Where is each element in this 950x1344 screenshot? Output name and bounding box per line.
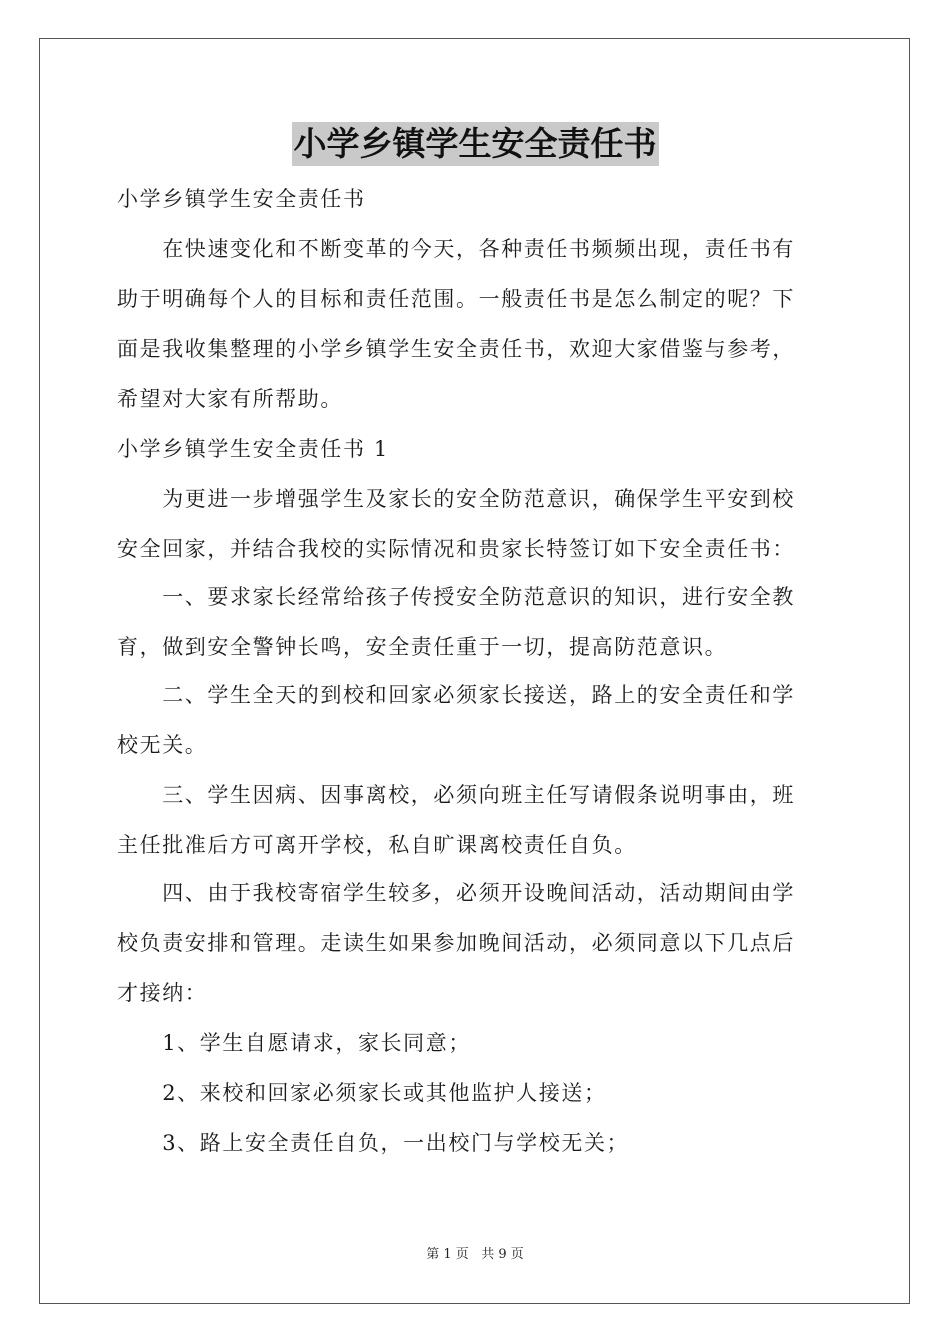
document-title: 小学乡镇学生安全责任书	[292, 122, 659, 166]
page-total: 共 9 页	[481, 1247, 524, 1262]
line-04: 面是我收集整理的小学乡镇学生安全责任书，欢迎大家借鉴与参考，	[117, 337, 795, 361]
line-06: 小学乡镇学生安全责任书 1	[117, 437, 389, 461]
line-14: 主任批准后方可离开学校，私自旷课离校责任自负。	[117, 833, 637, 857]
line-05: 希望对大家有所帮助。	[117, 387, 343, 411]
line-15: 四、由于我校寄宿学生较多，必须开设晚间活动，活动期间由学	[117, 881, 795, 905]
line-17: 才接纳：	[117, 981, 208, 1005]
line-20: 3、路上安全责任自负，一出校门与学校无关；	[117, 1131, 630, 1155]
line-09: 一、要求家长经常给孩子传授安全防范意识的知识，进行安全教	[117, 585, 795, 609]
line-03: 助于明确每个人的目标和责任范围。一般责任书是怎么制定的呢？下	[117, 287, 795, 311]
line-10: 育，做到安全警钟长鸣，安全责任重于一切，提高防范意识。	[117, 635, 728, 659]
line-01: 小学乡镇学生安全责任书	[117, 187, 366, 211]
line-16: 校负责安排和管理。走读生如果参加晚间活动，必须同意以下几点后	[117, 931, 795, 955]
line-19: 2、来校和回家必须家长或其他监护人接送；	[117, 1081, 607, 1105]
line-12: 校无关。	[117, 733, 208, 757]
page-frame	[39, 38, 910, 1304]
title-container	[0, 122, 950, 166]
line-11: 二、学生全天的到校和回家必须家长接送，路上的安全责任和学	[117, 683, 795, 707]
page-number: 第 1 页	[426, 1247, 469, 1262]
page-footer	[0, 1246, 950, 1264]
line-13: 三、学生因病、因事离校，必须向班主任写请假条说明事由，班	[117, 783, 795, 807]
line-18: 1、学生自愿请求，家长同意；	[117, 1031, 471, 1055]
line-07: 为更进一步增强学生及家长的安全防范意识，确保学生平安到校	[117, 487, 795, 511]
line-02: 在快速变化和不断变革的今天，各种责任书频频出现，责任书有	[117, 237, 795, 261]
line-08: 安全回家，并结合我校的实际情况和贵家长特签订如下安全责任书：	[117, 537, 795, 561]
